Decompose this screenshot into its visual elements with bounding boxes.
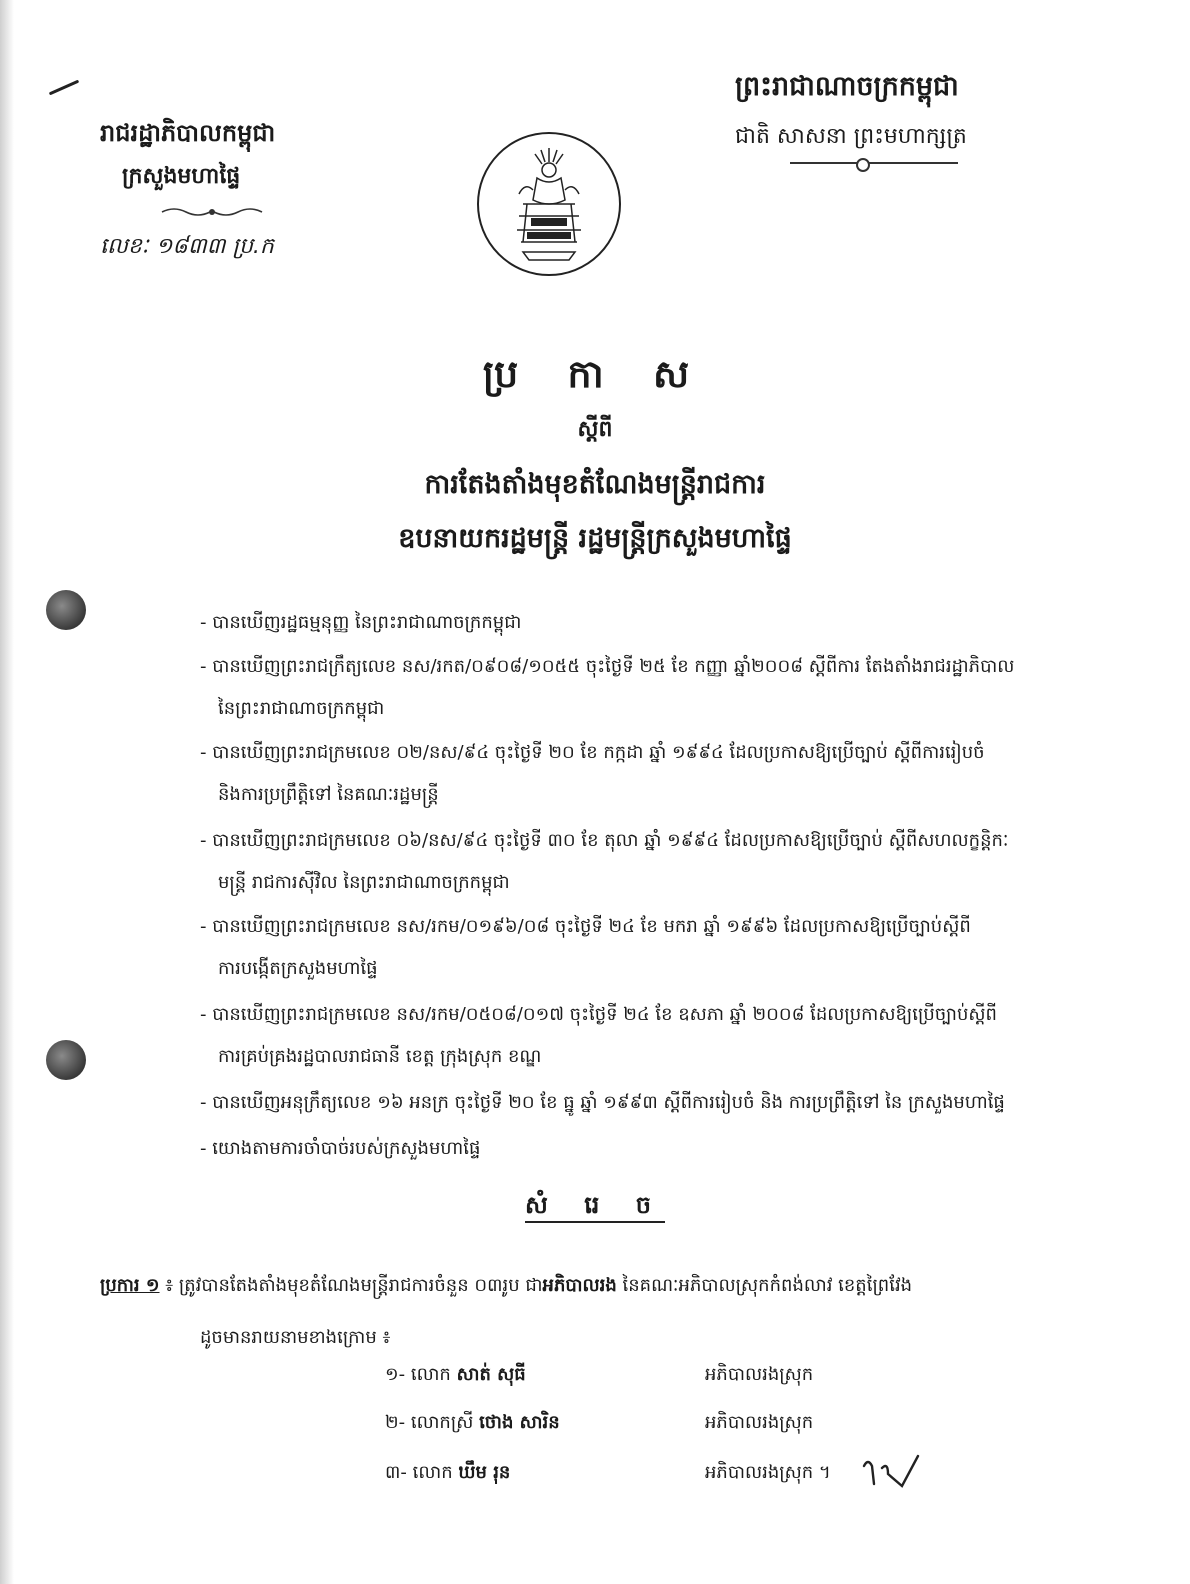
appointee-name: ថោង សារិន: [479, 1412, 560, 1433]
preamble-line-cont: មន្ត្រី រាជការស៊ីវិល នៃព្រះរាជាណាចក្រកម្ពុជា: [218, 872, 510, 893]
preamble-item: [200, 732, 1115, 816]
appointee-position: អភិបាលរងស្រុក: [705, 1364, 814, 1385]
preamble-line: - បានឃើញព្រះរាជក្រមលេខ នស/រកម/០១៩៦/០៨ ចុះថ្ងៃទី ២៤ ខែ មករា ឆ្នាំ ១៩៩៦ ដែលប្រកាសឱ្យប្រើច្បាប់ស្តីពី: [200, 916, 971, 937]
ministry-emblem: [477, 132, 621, 276]
punch-hole: [46, 1040, 86, 1080]
preamble-item: [200, 906, 1115, 990]
article-text: នៃគណៈអភិបាលស្រុកកំពង់លាវ ខេត្តព្រៃវែង: [616, 1275, 913, 1296]
subject-line-1: ការតែងតាំងមុខតំណែងមន្ត្រីរាជការ: [424, 469, 766, 500]
preamble-line: - បានឃើញអនុក្រឹត្យលេខ ១៦ អនក្រ ចុះថ្ងៃទី ២០ ខែ ធ្នូ ឆ្នាំ ១៩៩៣ ស្តីពីការរៀបចំ និង ការប្រព្រឹត្តិទៅ នៃ ក្រសួងមហាផ្ទៃ: [200, 1092, 1005, 1113]
appointee-number: ១-: [385, 1364, 406, 1385]
motto-divider: [790, 162, 958, 164]
document-number: លេខៈ ១៨៣៣ ប្រ.ក: [100, 234, 274, 259]
decision-heading-text: សំ រេ ច: [525, 1191, 665, 1223]
appointee-honorific: លោក: [412, 1462, 453, 1483]
appointee-entry: [385, 1460, 510, 1487]
preamble-line-cont: ការគ្រប់គ្រងរដ្ឋបាលរាជធានី ខេត្ត ក្រុងស្រុក ខណ្ឌ: [218, 1046, 542, 1067]
appointee-honorific: លោក: [410, 1364, 451, 1385]
preamble-line: - បានឃើញព្រះរាជក្រឹត្យលេខ នស/រកត/០៩០៨/១០៥៥ ចុះថ្ងៃទី ២៥ ខែ កញ្ញា ឆ្នាំ២០០៨ ស្តីពីការ តែងតាំងរាជរដ្ឋាភិបាល: [200, 656, 1015, 677]
appointee-number: ២-: [385, 1412, 406, 1433]
subject-line-2: ឧបនាយករដ្ឋមន្ត្រី រដ្ឋមន្ត្រីក្រសួងមហាផ្ទៃ: [398, 523, 792, 554]
scan-edge-shadow: [0, 0, 14, 1584]
preamble-item: [200, 820, 1115, 904]
appointee-position: អភិបាលរងស្រុក: [705, 1412, 814, 1433]
preamble-line: - យោងតាមការចាំបាច់របស់ក្រសួងមហាផ្ទៃ: [200, 1138, 481, 1159]
about-label: ស្តីពី: [577, 417, 613, 442]
preamble-line: - បានឃើញព្រះរាជក្រមលេខ ០៦/នស/៩៤ ចុះថ្ងៃទី ៣០ ខែ តុលា ឆ្នាំ ១៩៩៤ ដែលប្រកាសឱ្យប្រើច្បាប់ ស្តីពីសហលក្ខន្តិកៈ: [200, 830, 1009, 851]
preamble-item: [200, 1128, 1115, 1170]
preamble-item: [200, 994, 1115, 1078]
appointee-entry: [385, 1410, 560, 1437]
article-text-bold: អភិបាលរង: [542, 1275, 617, 1296]
preamble-item: [200, 646, 1115, 730]
appointee-position: អភិបាលរងស្រុក ។: [705, 1462, 831, 1483]
article-text: ៖ ត្រូវបានតែងតាំងមុខតំណែងមន្ត្រីរាជការចំនួន ០៣រូប ជា: [159, 1275, 543, 1296]
preamble-line-cont: នៃព្រះរាជាណាចក្រកម្ពុជា: [218, 698, 385, 719]
ornament-divider: [160, 206, 264, 218]
kingdom-title: ព្រះរាជាណាចក្រកម្ពុជា: [735, 71, 959, 102]
punch-hole: [46, 590, 86, 630]
appointee-number: ៣-: [385, 1462, 407, 1483]
handwritten-initial-mark: [858, 1452, 922, 1490]
appointee-honorific: លោកស្រី: [410, 1412, 474, 1433]
appointee-name: សាត់ សុធី: [456, 1364, 526, 1385]
preamble-item: [200, 602, 1115, 644]
preamble-line: - បានឃើញរដ្ឋធម្មនុញ្ញ នៃព្រះរាជាណាចក្រកម្ពុជា: [200, 612, 522, 633]
decision-heading: [200, 1190, 990, 1225]
emblem-seal-icon: [479, 134, 619, 274]
ministry-name: ក្រសួងមហាផ្ទៃ: [122, 164, 241, 189]
government-name: រាជរដ្ឋាភិបាលកម្ពុជា: [100, 119, 276, 147]
article-line-2: ដូចមានរាយនាមខាងក្រោម ៖: [200, 1327, 391, 1348]
article-label: ប្រការ ១: [100, 1275, 160, 1296]
appointee-entry: [385, 1362, 526, 1389]
preamble-line: - បានឃើញព្រះរាជក្រមលេខ ០២/នស/៩៤ ចុះថ្ងៃទី ២០ ខែ កក្កដា ឆ្នាំ ១៩៩៤ ដែលប្រកាសឱ្យប្រើច្បាប់ ស្តីពីការរៀបចំ: [200, 742, 985, 763]
national-motto: ជាតិ សាសនា ព្រះមហាក្សត្រ: [735, 124, 967, 149]
appointee-name: ឃឹម រុន: [458, 1462, 511, 1483]
article-1: [100, 1260, 1120, 1364]
preamble-line: - បានឃើញព្រះរាជក្រមលេខ នស/រកម/០៥០៨/០១៧ ចុះថ្ងៃទី ២៤ ខែ ឧសភា ឆ្នាំ ២០០៨ ដែលប្រកាសឱ្យប្រើច្បាប់ស្តីពី: [200, 1004, 997, 1025]
pen-mark: [49, 80, 79, 96]
preamble-item: [200, 1082, 1115, 1124]
document-type-title: ប្រ កា ស: [482, 352, 708, 396]
preamble-line-cont: និងការប្រព្រឹត្តិទៅ នៃគណៈរដ្ឋមន្ត្រី: [218, 784, 439, 805]
preamble-line-cont: ការបង្កើតក្រសួងមហាផ្ទៃ: [218, 958, 378, 979]
